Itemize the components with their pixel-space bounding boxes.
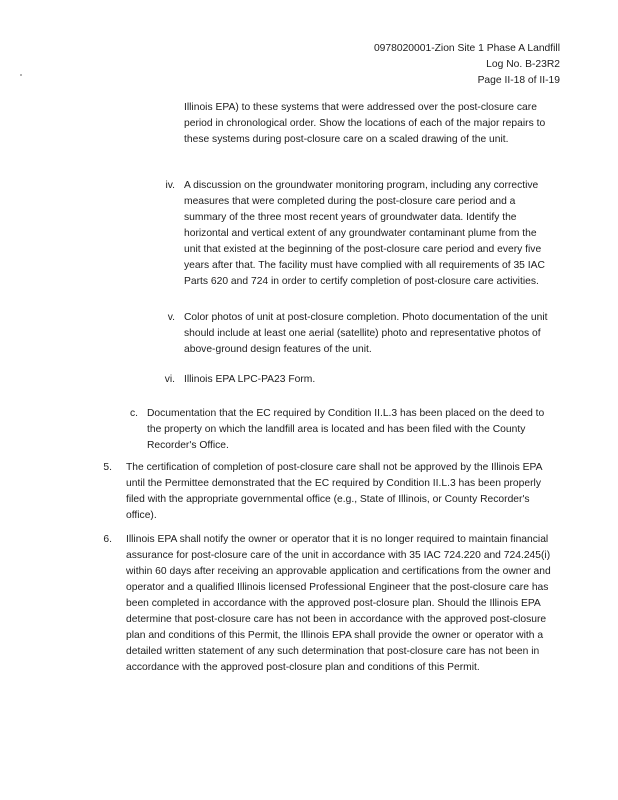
- list-marker-vi: vi.: [164, 374, 175, 385]
- list-marker-5: 5.: [103, 462, 112, 473]
- item-c-documentation: Documentation that the EC required by Condition II.L.3 has been placed on the deed to the property on which the landfill area is located and has been filed with the County Recorder's Office.: [147, 408, 545, 451]
- page-header: [374, 41, 560, 89]
- item-v-color-photos: Color photos of unit at post-closure completion. Photo documentation of the unit should include at least one aerial (satellite) photo and representative photos of above-ground design features of the unit.: [184, 312, 548, 355]
- header-log-number: Log No. B-23R2: [486, 59, 560, 70]
- list-marker-v: v.: [167, 312, 175, 323]
- list-marker-iv: iv.: [165, 180, 175, 191]
- header-page-number: Page II-18 of II-19: [477, 75, 560, 86]
- header-site-title: 0978020001-Zion Site 1 Phase A Landfill: [373, 43, 560, 54]
- item-6-financial-assurance: Illinois EPA shall notify the owner or operator that it is no longer required to maintain financial assurance for post-closure care of the unit in accordance with 35 IAC 724.220 and 724.245(i) within 60 days after receiving an approvable application and certifications from the owner and operator and a qualified Illinois licensed Professional Engineer that the post-closure care has been completed in accordance with the approved post-closure plan. Should the Illinois EPA determine that post-closure care has not been in accordance with the approved post-closure plan and conditions of this Permit, the Illinois EPA shall provide the owner or operator with a detailed written statement of any such determination that post-closure care has not been in accordance with the approved post-closure plan and conditions of this Permit.: [126, 534, 551, 673]
- list-marker-c: c.: [129, 408, 138, 419]
- continued-paragraph: Illinois EPA) to these systems that were addressed over the post-closure care period in chronological order. Show the locations of each of the major repairs to these systems during post-closure care on a scaled drawing of the unit.: [184, 102, 546, 145]
- scan-speck: [20, 74, 22, 76]
- item-iv-groundwater-discussion: A discussion on the groundwater monitoring program, including any corrective measures that were completed during the post-closure care period and a summary of the three most recent years of groundwater data. Identify the horizontal and vertical extent of any groundwater contaminant plume from the unit that existed at the beginning of the post-closure care period and every five years after that. The facility must have complied with all requirements of 35 IAC Parts 620 and 724 in order to certify completion of post-closure care activities.: [184, 180, 545, 287]
- list-marker-6: 6.: [103, 534, 112, 545]
- item-5-certification: The certification of completion of post-closure care shall not be approved by the Illinois EPA until the Permittee demonstrated that the EC required by Condition II.L.3 has been properly filed with the appropriate governmental office (e.g., State of Illinois, or County Recorder's office).: [126, 462, 542, 521]
- item-vi-form: Illinois EPA LPC-PA23 Form.: [184, 374, 316, 385]
